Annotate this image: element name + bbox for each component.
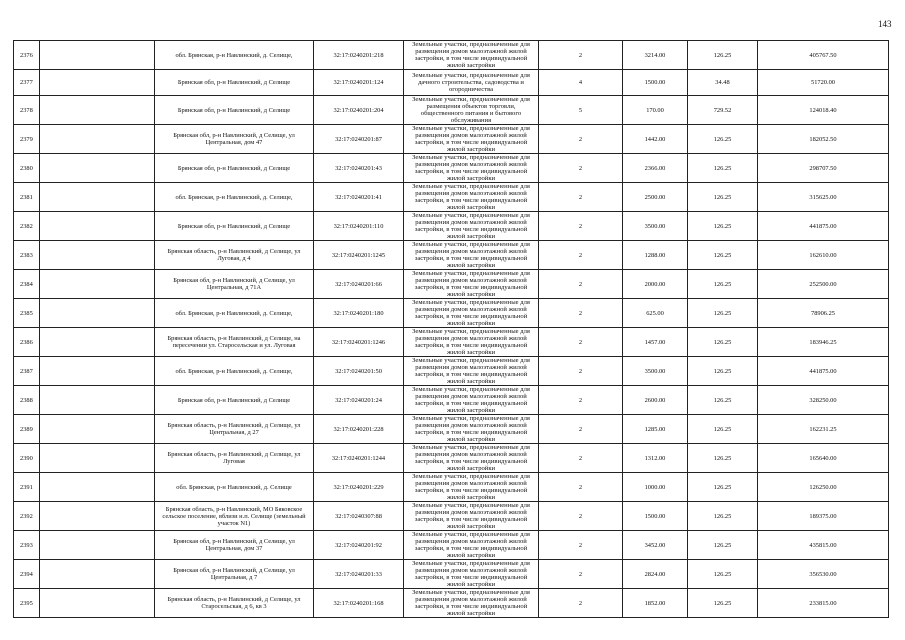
group-number-cell: 2 xyxy=(539,41,623,70)
table-row xyxy=(14,328,889,357)
cadastral-number-cell: 32:17:0240201:204 xyxy=(314,96,404,125)
row-spacer-cell xyxy=(40,241,155,270)
row-number-cell: 2386 xyxy=(14,328,40,357)
specific-value-cell: 126.25 xyxy=(688,299,758,328)
address-cell: Брянская область, р-н Навлинский, д Селище, на пересечении ул. Старосельская и ул. Луговая xyxy=(155,328,314,357)
specific-value-cell: 126.25 xyxy=(688,328,758,357)
land-use-cell: Земельные участки, предназначенные для размещения домов малоэтажной жилой застройки, в том числе индивидуальной жилой застройки xyxy=(404,328,539,357)
table-row xyxy=(14,560,889,589)
land-use-cell: Земельные участки, предназначенные для размещения домов малоэтажной жилой застройки, в том числе индивидуальной жилой застройки xyxy=(404,183,539,212)
row-spacer-cell xyxy=(40,444,155,473)
area-cell: 1500.00 xyxy=(623,502,688,531)
cadastral-number-cell: 32:17:0240201:1244 xyxy=(314,444,404,473)
row-number-cell: 2381 xyxy=(14,183,40,212)
land-use-cell: Земельные участки, предназначенные для размещения домов малоэтажной жилой застройки, в том числе индивидуальной жилой застройки xyxy=(404,241,539,270)
cadastral-value-cell: 252500.00 xyxy=(758,270,889,299)
specific-value-cell: 34.48 xyxy=(688,70,758,96)
row-number-cell: 2378 xyxy=(14,96,40,125)
land-use-cell: Земельные участки, предназначенные для размещения домов малоэтажной жилой застройки, в том числе индивидуальной жилой застройки xyxy=(404,357,539,386)
cadastral-value-cell: 51720.00 xyxy=(758,70,889,96)
cadastral-number-cell: 32:17:0240201:218 xyxy=(314,41,404,70)
table-row xyxy=(14,125,889,154)
table-row xyxy=(14,531,889,560)
area-cell: 625.00 xyxy=(623,299,688,328)
area-cell: 2000.00 xyxy=(623,270,688,299)
specific-value-cell: 126.25 xyxy=(688,444,758,473)
cadastral-number-cell: 32:17:0240307:88 xyxy=(314,502,404,531)
group-number-cell: 2 xyxy=(539,560,623,589)
address-cell: обл. Брянская, р-н Навлинский, д. Селище, xyxy=(155,357,314,386)
row-spacer-cell xyxy=(40,270,155,299)
specific-value-cell: 126.25 xyxy=(688,386,758,415)
group-number-cell: 2 xyxy=(539,212,623,241)
group-number-cell: 4 xyxy=(539,70,623,96)
group-number-cell: 2 xyxy=(539,270,623,299)
table-row xyxy=(14,183,889,212)
address-cell: Брянская область, р-н Навлинский, д Селище, ул Старосельская, д 6, кв 3 xyxy=(155,589,314,618)
row-spacer-cell xyxy=(40,531,155,560)
table-row xyxy=(14,212,889,241)
row-number-cell: 2377 xyxy=(14,70,40,96)
group-number-cell: 2 xyxy=(539,502,623,531)
specific-value-cell: 126.25 xyxy=(688,241,758,270)
area-cell: 1000.00 xyxy=(623,473,688,502)
cadastral-value-cell: 182052.50 xyxy=(758,125,889,154)
specific-value-cell: 729.52 xyxy=(688,96,758,125)
specific-value-cell: 126.25 xyxy=(688,357,758,386)
cadastral-value-cell: 126250.00 xyxy=(758,473,889,502)
group-number-cell: 2 xyxy=(539,154,623,183)
cadastral-number-cell: 32:17:0240201:1246 xyxy=(314,328,404,357)
group-number-cell: 2 xyxy=(539,241,623,270)
area-cell: 2600.00 xyxy=(623,386,688,415)
specific-value-cell: 126.25 xyxy=(688,154,758,183)
row-spacer-cell xyxy=(40,183,155,212)
table-row xyxy=(14,154,889,183)
row-spacer-cell xyxy=(40,502,155,531)
specific-value-cell: 126.25 xyxy=(688,270,758,299)
area-cell: 3214.00 xyxy=(623,41,688,70)
address-cell: обл. Брянская, р-н Навлинский, д. Селище, xyxy=(155,41,314,70)
table-row xyxy=(14,241,889,270)
row-number-cell: 2395 xyxy=(14,589,40,618)
land-use-cell: Земельные участки, предназначенные для размещения домов малоэтажной жилой застройки, в том числе индивидуальной жилой застройки xyxy=(404,502,539,531)
row-spacer-cell xyxy=(40,415,155,444)
group-number-cell: 2 xyxy=(539,357,623,386)
cadastral-value-cell: 183946.25 xyxy=(758,328,889,357)
land-use-cell: Земельные участки, предназначенные для размещения домов малоэтажной жилой застройки, в том числе индивидуальной жилой застройки xyxy=(404,270,539,299)
cadastral-number-cell: 32:17:0240201:229 xyxy=(314,473,404,502)
land-use-cell: Земельные участки, предназначенные для размещения домов малоэтажной жилой застройки, в том числе индивидуальной жилой застройки xyxy=(404,154,539,183)
address-cell: Брянская обл, р-н Навлинский, д Селище, ул Центральная, д 7 xyxy=(155,560,314,589)
table-row xyxy=(14,41,889,70)
row-spacer-cell xyxy=(40,154,155,183)
specific-value-cell: 126.25 xyxy=(688,589,758,618)
row-number-cell: 2387 xyxy=(14,357,40,386)
address-cell: Брянская обл, р-н Навлинский, д Селище xyxy=(155,212,314,241)
cadastral-value-cell: 189375.00 xyxy=(758,502,889,531)
row-number-cell: 2393 xyxy=(14,531,40,560)
cadastral-value-cell: 315625.00 xyxy=(758,183,889,212)
cadastral-number-cell: 32:17:0240201:66 xyxy=(314,270,404,299)
cadastral-number-cell: 32:17:0240201:168 xyxy=(314,589,404,618)
cadastral-number-cell: 32:17:0240201:41 xyxy=(314,183,404,212)
specific-value-cell: 126.25 xyxy=(688,183,758,212)
area-cell: 1457.00 xyxy=(623,328,688,357)
row-spacer-cell xyxy=(40,70,155,96)
table-row xyxy=(14,386,889,415)
cadastral-value-cell: 162231.25 xyxy=(758,415,889,444)
cadastral-value-cell: 298707.50 xyxy=(758,154,889,183)
land-use-cell: Земельные участки, предназначенные для размещения домов малоэтажной жилой застройки, в том числе индивидуальной жилой застройки xyxy=(404,473,539,502)
row-number-cell: 2388 xyxy=(14,386,40,415)
table-row xyxy=(14,357,889,386)
cadastral-value-cell: 78906.25 xyxy=(758,299,889,328)
table-row xyxy=(14,589,889,618)
land-use-cell: Земельные участки, предназначенные для размещения домов малоэтажной жилой застройки, в том числе индивидуальной жилой застройки xyxy=(404,560,539,589)
row-spacer-cell xyxy=(40,386,155,415)
cadastral-value-cell: 233815.00 xyxy=(758,589,889,618)
area-cell: 1442.00 xyxy=(623,125,688,154)
table-row xyxy=(14,502,889,531)
address-cell: Брянская обл, р-н Навлинский, д Селище xyxy=(155,96,314,125)
land-use-cell: Земельные участки, предназначенные для размещения объектов торговли, общественного питания и бытового обслуживания xyxy=(404,96,539,125)
area-cell: 2500.00 xyxy=(623,183,688,212)
specific-value-cell: 126.25 xyxy=(688,125,758,154)
land-plots-table xyxy=(13,40,889,618)
land-use-cell: Земельные участки, предназначенные для размещения домов малоэтажной жилой застройки, в том числе индивидуальной жилой застройки xyxy=(404,415,539,444)
cadastral-value-cell: 124018.40 xyxy=(758,96,889,125)
land-use-cell: Земельные участки, предназначенные для размещения домов малоэтажной жилой застройки, в том числе индивидуальной жилой застройки xyxy=(404,386,539,415)
row-spacer-cell xyxy=(40,41,155,70)
specific-value-cell: 126.25 xyxy=(688,212,758,241)
specific-value-cell: 126.25 xyxy=(688,531,758,560)
row-number-cell: 2382 xyxy=(14,212,40,241)
cadastral-number-cell: 32:17:0240201:124 xyxy=(314,70,404,96)
area-cell: 1312.00 xyxy=(623,444,688,473)
row-number-cell: 2384 xyxy=(14,270,40,299)
address-cell: Брянская обл, р-н Навлинский, д Селище, ул Центральная, дом 47 xyxy=(155,125,314,154)
cadastral-number-cell: 32:17:0240201:33 xyxy=(314,560,404,589)
area-cell: 3452.00 xyxy=(623,531,688,560)
row-spacer-cell xyxy=(40,125,155,154)
group-number-cell: 2 xyxy=(539,386,623,415)
row-spacer-cell xyxy=(40,473,155,502)
cadastral-value-cell: 441875.00 xyxy=(758,357,889,386)
area-cell: 2366.00 xyxy=(623,154,688,183)
row-number-cell: 2391 xyxy=(14,473,40,502)
cadastral-value-cell: 328250.00 xyxy=(758,386,889,415)
specific-value-cell: 126.25 xyxy=(688,41,758,70)
group-number-cell: 2 xyxy=(539,299,623,328)
address-cell: обл. Брянская, р-н Навлинский, д. Селище xyxy=(155,473,314,502)
area-cell: 1285.00 xyxy=(623,415,688,444)
address-cell: Брянская область, р-н Навлинский, МО Бяковское сельское поселение, вблизи н.п. Селище (земельный участок N1) xyxy=(155,502,314,531)
address-cell: Брянская область, р-н Навлинский, д Селище, ул Луговая, д 4 xyxy=(155,241,314,270)
cadastral-number-cell: 32:17:0240201:24 xyxy=(314,386,404,415)
row-spacer-cell xyxy=(40,357,155,386)
land-use-cell: Земельные участки, предназначенные для размещения домов малоэтажной жилой застройки, в том числе индивидуальной жилой застройки xyxy=(404,444,539,473)
address-cell: Брянская обл, р-н Навлинский, д Селище, ул Центральная, дом 37 xyxy=(155,531,314,560)
land-use-cell: Земельные участки, предназначенные для дачного строительства, садоводства и огородничества xyxy=(404,70,539,96)
area-cell: 1852.00 xyxy=(623,589,688,618)
land-use-cell: Земельные участки, предназначенные для размещения домов малоэтажной жилой застройки, в том числе индивидуальной жилой застройки xyxy=(404,41,539,70)
row-spacer-cell xyxy=(40,96,155,125)
group-number-cell: 2 xyxy=(539,328,623,357)
cadastral-number-cell: 32:17:0240201:50 xyxy=(314,357,404,386)
area-cell: 3500.00 xyxy=(623,212,688,241)
row-spacer-cell xyxy=(40,589,155,618)
group-number-cell: 2 xyxy=(539,589,623,618)
specific-value-cell: 126.25 xyxy=(688,560,758,589)
address-cell: Брянская обл, р-н Навлинский, д Селище xyxy=(155,70,314,96)
row-number-cell: 2392 xyxy=(14,502,40,531)
cadastral-number-cell: 32:17:0240201:180 xyxy=(314,299,404,328)
area-cell: 2824.00 xyxy=(623,560,688,589)
land-use-cell: Земельные участки, предназначенные для размещения домов малоэтажной жилой застройки, в том числе индивидуальной жилой застройки xyxy=(404,589,539,618)
page-number: 143 xyxy=(878,19,892,29)
row-number-cell: 2385 xyxy=(14,299,40,328)
row-number-cell: 2376 xyxy=(14,41,40,70)
address-cell: Брянская область, р-н Навлинский, д Селище, ул Луговая xyxy=(155,444,314,473)
cadastral-value-cell: 165640.00 xyxy=(758,444,889,473)
row-number-cell: 2383 xyxy=(14,241,40,270)
cadastral-value-cell: 405767.50 xyxy=(758,41,889,70)
area-cell: 170.00 xyxy=(623,96,688,125)
group-number-cell: 2 xyxy=(539,531,623,560)
address-cell: Брянская обл, р-н Навлинский, д Селище xyxy=(155,386,314,415)
group-number-cell: 2 xyxy=(539,444,623,473)
row-number-cell: 2394 xyxy=(14,560,40,589)
group-number-cell: 2 xyxy=(539,473,623,502)
cadastral-number-cell: 32:17:0240201:87 xyxy=(314,125,404,154)
cadastral-number-cell: 32:17:0240201:92 xyxy=(314,531,404,560)
group-number-cell: 2 xyxy=(539,415,623,444)
specific-value-cell: 126.25 xyxy=(688,473,758,502)
cadastral-number-cell: 32:17:0240201:228 xyxy=(314,415,404,444)
cadastral-number-cell: 32:17:0240201:1245 xyxy=(314,241,404,270)
cadastral-number-cell: 32:17:0240201:43 xyxy=(314,154,404,183)
row-spacer-cell xyxy=(40,328,155,357)
land-use-cell: Земельные участки, предназначенные для размещения домов малоэтажной жилой застройки, в том числе индивидуальной жилой застройки xyxy=(404,212,539,241)
land-use-cell: Земельные участки, предназначенные для размещения домов малоэтажной жилой застройки, в том числе индивидуальной жилой застройки xyxy=(404,125,539,154)
row-spacer-cell xyxy=(40,299,155,328)
cadastral-value-cell: 435815.00 xyxy=(758,531,889,560)
address-cell: Брянская область, р-н Навлинский, д Селище, ул Центральная, д 27 xyxy=(155,415,314,444)
address-cell: обл. Брянская, р-н Навлинский, д. Селище, xyxy=(155,183,314,212)
table-row xyxy=(14,70,889,96)
land-use-cell: Земельные участки, предназначенные для размещения домов малоэтажной жилой застройки, в том числе индивидуальной жилой застройки xyxy=(404,299,539,328)
group-number-cell: 2 xyxy=(539,183,623,212)
row-number-cell: 2389 xyxy=(14,415,40,444)
cadastral-value-cell: 162610.00 xyxy=(758,241,889,270)
address-cell: Брянская обл, р-н Навлинский, д Селище xyxy=(155,154,314,183)
row-number-cell: 2380 xyxy=(14,154,40,183)
table-row xyxy=(14,473,889,502)
cadastral-number-cell: 32:17:0240201:110 xyxy=(314,212,404,241)
table-row xyxy=(14,96,889,125)
row-number-cell: 2379 xyxy=(14,125,40,154)
table-row xyxy=(14,299,889,328)
specific-value-cell: 126.25 xyxy=(688,502,758,531)
specific-value-cell: 126.25 xyxy=(688,415,758,444)
table-row xyxy=(14,444,889,473)
row-spacer-cell xyxy=(40,212,155,241)
area-cell: 3500.00 xyxy=(623,357,688,386)
row-number-cell: 2390 xyxy=(14,444,40,473)
group-number-cell: 5 xyxy=(539,96,623,125)
address-cell: Брянская обл, р-н Навлинский, д Селище, ул Центральная, д 71А xyxy=(155,270,314,299)
row-spacer-cell xyxy=(40,560,155,589)
cadastral-value-cell: 356530.00 xyxy=(758,560,889,589)
table-row xyxy=(14,415,889,444)
area-cell: 1500.00 xyxy=(623,70,688,96)
table-row xyxy=(14,270,889,299)
address-cell: обл. Брянская, р-н Навлинский, д. Селище, xyxy=(155,299,314,328)
group-number-cell: 2 xyxy=(539,125,623,154)
land-use-cell: Земельные участки, предназначенные для размещения домов малоэтажной жилой застройки, в том числе индивидуальной жилой застройки xyxy=(404,531,539,560)
area-cell: 1288.00 xyxy=(623,241,688,270)
cadastral-value-cell: 441875.00 xyxy=(758,212,889,241)
